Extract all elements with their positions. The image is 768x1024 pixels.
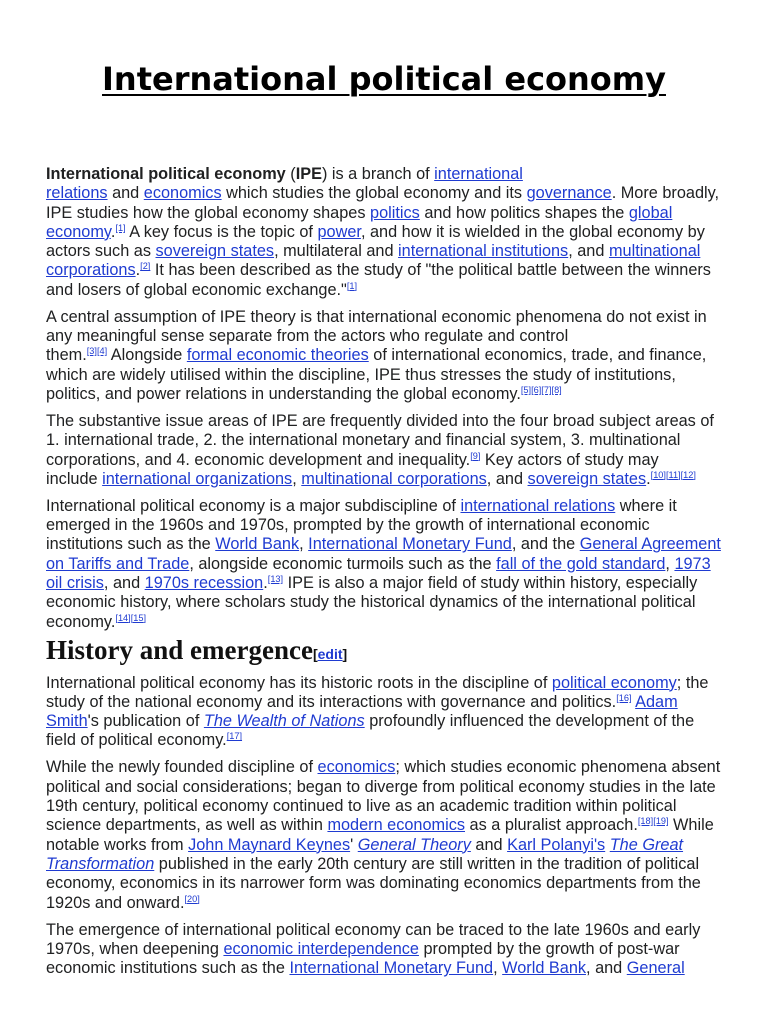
- text-run: 1920s and onward.: [46, 893, 185, 912]
- text-run: 1. international trade, 2. the international monetary and financial system, 3. multinational: [46, 431, 681, 450]
- text-line: [46, 412, 762, 431]
- article-link[interactable]: governance: [526, 184, 612, 203]
- text-line: [46, 516, 762, 535]
- text-run: prompted by the growth of post-war: [418, 939, 680, 958]
- text-line: [46, 758, 762, 777]
- article-link[interactable]: multinational: [608, 242, 701, 261]
- citation-link[interactable]: [4]: [96, 346, 108, 357]
- text-run: .: [135, 261, 141, 280]
- text-run: corporations, and 4. economic development and inequality.: [46, 450, 471, 469]
- article-link[interactable]: international: [434, 165, 523, 183]
- text-line: [46, 874, 762, 893]
- text-line: [46, 731, 762, 750]
- article-link[interactable]: General Theory: [357, 835, 471, 854]
- edit-section-control: [313, 646, 347, 662]
- article-link[interactable]: General: [626, 959, 685, 978]
- citation-link[interactable]: [2]: [140, 261, 151, 272]
- text-run: ) is a branch of: [321, 165, 435, 183]
- citation-link[interactable]: [17]: [226, 731, 243, 742]
- text-line: [46, 346, 762, 365]
- text-line: [46, 261, 762, 280]
- paragraph: [46, 308, 762, 404]
- text-run: economy.: [46, 612, 116, 631]
- text-run: International political economy has its historic roots in the discipline of: [46, 673, 552, 692]
- article-link[interactable]: sovereign states: [527, 469, 647, 488]
- edit-link[interactable]: edit: [317, 645, 343, 662]
- citation-link[interactable]: [6]: [531, 384, 542, 395]
- paragraph: [46, 497, 762, 632]
- citation-link[interactable]: [7]: [541, 384, 552, 395]
- text-run: International political economy is a major subdiscipline of: [46, 496, 461, 515]
- text-run: , and: [486, 469, 528, 488]
- section-heading-text: History and emergence: [46, 634, 313, 665]
- article-link[interactable]: World Bank: [502, 959, 587, 978]
- text-line: [46, 385, 762, 404]
- text-run: , and: [568, 242, 609, 261]
- text-line: [46, 497, 762, 516]
- article-link[interactable]: 1970s recession: [144, 574, 264, 592]
- text-run: and: [107, 184, 144, 203]
- article-link[interactable]: International Monetary Fund: [308, 535, 512, 554]
- text-line: [46, 593, 762, 612]
- citation-link[interactable]: [13]: [267, 574, 284, 584]
- text-run: , and the: [511, 535, 580, 554]
- text-line: [46, 555, 762, 574]
- text-run: which are widely utilised within the discipline, IPE thus stresses the study of institutions,: [46, 365, 676, 384]
- article-link[interactable]: Smith: [46, 712, 88, 731]
- citation-link[interactable]: [19]: [653, 816, 669, 827]
- text-line: [46, 281, 762, 300]
- text-line: [46, 959, 762, 978]
- text-line: [46, 940, 762, 959]
- text-line: [46, 470, 762, 489]
- text-run: economic institutions such as the: [46, 959, 290, 978]
- article-link[interactable]: international relations: [460, 496, 616, 515]
- citation-link[interactable]: [11]: [665, 469, 681, 480]
- bold-text: International political economy: [46, 165, 286, 183]
- text-run: , and how it is wielded in the global economy by: [360, 222, 705, 241]
- text-run: notable works from: [46, 835, 189, 854]
- article-link[interactable]: fall of the gold standard: [496, 554, 666, 573]
- article-link[interactable]: International Monetary Fund: [289, 959, 494, 978]
- text-run: 1970s, when deepening: [46, 939, 224, 958]
- citation-link[interactable]: [1]: [115, 222, 126, 233]
- article-link[interactable]: John Maynard Keynes: [188, 835, 351, 854]
- page-title: International political economy: [102, 60, 666, 98]
- text-run: Alongside: [107, 346, 187, 365]
- text-run: ,: [493, 959, 503, 978]
- text-run: 's publication of: [87, 712, 204, 731]
- bold-text: IPE: [295, 165, 322, 183]
- article-link[interactable]: The Great: [609, 835, 684, 854]
- text-line: [46, 451, 762, 470]
- text-run: .: [263, 574, 268, 592]
- text-run: The emergence of international political economy can be traced to the late 1960s and early: [46, 920, 701, 939]
- article-link[interactable]: economic interdependence: [223, 939, 419, 958]
- text-line: [46, 223, 762, 242]
- article-link[interactable]: 1973: [674, 554, 711, 573]
- paragraph: [46, 758, 762, 912]
- text-line: [46, 712, 762, 731]
- article-link[interactable]: international organizations: [102, 469, 293, 488]
- text-run: Key actors of study may: [480, 450, 659, 469]
- article-link[interactable]: oil crisis: [46, 574, 104, 592]
- section-heading: [46, 636, 762, 668]
- text-run: ,: [292, 469, 302, 488]
- citation-link[interactable]: [15]: [130, 612, 147, 623]
- article-link[interactable]: global: [628, 203, 673, 222]
- text-line: [46, 797, 762, 816]
- article-body: [46, 165, 762, 986]
- text-run: ]: [342, 645, 348, 662]
- text-run: field of political economy.: [46, 731, 227, 750]
- text-run: science departments, as well as within: [46, 816, 328, 835]
- article-link[interactable]: World Bank: [215, 535, 300, 554]
- text-run: A central assumption of IPE theory is that international economic phenomena do not exist in: [46, 307, 707, 326]
- text-run: . More broadly,: [611, 184, 720, 203]
- text-run: institutions such as the: [46, 535, 216, 554]
- paragraph: [46, 674, 762, 751]
- text-run: ; the: [676, 673, 709, 692]
- text-run: ,: [665, 554, 675, 573]
- text-run: (: [285, 165, 296, 183]
- article-link[interactable]: politics: [370, 203, 420, 222]
- text-line: [46, 836, 762, 855]
- citation-link[interactable]: [16]: [616, 692, 632, 703]
- text-run: as a pluralist approach.: [465, 816, 638, 835]
- citation-link[interactable]: [8]: [551, 384, 562, 395]
- article-link[interactable]: international institutions: [398, 242, 569, 261]
- text-run: political and social considerations; began to diverge from political economy studies in the late: [46, 777, 716, 796]
- text-run: , alongside economic turmoils such as the: [189, 554, 497, 573]
- paragraph: [46, 921, 762, 979]
- text-run: .: [646, 469, 651, 488]
- text-line: [46, 308, 762, 327]
- article-link[interactable]: sovereign states: [155, 242, 275, 261]
- text-run: and how politics shapes the: [419, 203, 629, 222]
- text-run: and: [470, 835, 508, 854]
- citation-link[interactable]: [5]: [520, 384, 532, 395]
- text-run: economy, economics in its narrower form was dominating economics departments from the: [46, 874, 701, 893]
- text-run: A key focus is the topic of: [125, 222, 318, 241]
- article-link[interactable]: formal economic theories: [186, 346, 369, 365]
- text-run: .: [110, 222, 116, 241]
- text-line: [46, 431, 762, 450]
- text-run: , multilateral and: [274, 242, 399, 261]
- citation-link[interactable]: [20]: [184, 893, 200, 904]
- text-line: [46, 816, 762, 835]
- text-line: [46, 165, 762, 184]
- text-run: , and: [103, 574, 145, 592]
- paragraph: [46, 412, 762, 489]
- article-link[interactable]: relations: [46, 184, 108, 203]
- article-link[interactable]: Adam: [635, 692, 678, 711]
- article-link[interactable]: economics: [317, 758, 396, 777]
- text-run: [: [312, 645, 318, 662]
- citation-link[interactable]: [3]: [86, 346, 97, 357]
- article-link[interactable]: Transformation: [46, 854, 155, 873]
- text-run: The substantive issue areas of IPE are frequently divided into the four broad subject areas of: [46, 411, 714, 430]
- text-line: [46, 327, 762, 346]
- text-run: , and: [586, 959, 627, 978]
- text-run: ; which studies economic phenomena absent: [395, 758, 721, 777]
- text-run: ,: [299, 535, 309, 554]
- text-line: [46, 535, 762, 554]
- article-link[interactable]: General Agreement: [579, 535, 721, 554]
- text-line: [46, 693, 762, 712]
- article-link[interactable]: political economy: [551, 673, 677, 692]
- text-line: [46, 204, 762, 223]
- article-link[interactable]: modern economics: [327, 816, 465, 835]
- text-run: and losers of global economic exchange.": [46, 280, 347, 299]
- text-run: which studies the global economy and its: [221, 184, 527, 203]
- text-run: actors such as: [46, 242, 156, 261]
- text-run: politics, and power relations in understanding the global economy.: [46, 384, 521, 403]
- text-run: economic history, where scholars study the historical dynamics of the international political: [46, 593, 696, 612]
- text-line: [46, 613, 762, 632]
- text-line: [46, 184, 762, 203]
- article-link[interactable]: on Tariffs and Trade: [46, 554, 190, 573]
- article-link[interactable]: economics: [143, 184, 222, 203]
- citation-link[interactable]: [1]: [346, 280, 358, 291]
- text-run: where it: [615, 496, 677, 515]
- text-run: study of the national economy and its interactions with governance and politics.: [46, 692, 617, 711]
- text-run: IPE studies how the global economy shapes: [46, 203, 371, 222]
- article-link[interactable]: corporations: [46, 261, 136, 280]
- article-link[interactable]: The Wealth of Nations: [203, 712, 365, 731]
- citation-link[interactable]: [10]: [650, 469, 666, 480]
- paragraph: [46, 165, 762, 300]
- text-line: [46, 674, 762, 693]
- citation-link[interactable]: [18]: [637, 816, 654, 827]
- text-run: 19th century, political economy continued to live as an academic tradition within political: [46, 797, 677, 816]
- article-link[interactable]: Karl Polanyi's: [507, 835, 606, 854]
- text-run: published in the early 20th century are still written in the tradition of political: [154, 854, 700, 873]
- text-run: IPE is also a major field of study within history, especially: [283, 574, 698, 592]
- text-run: While: [668, 816, 714, 835]
- article-link[interactable]: multinational corporations: [301, 469, 487, 488]
- text-run: any meaningful sense separate from the actors who regulate and control: [46, 327, 569, 346]
- text-line: [46, 778, 762, 797]
- text-run: profoundly influenced the development of the: [364, 712, 695, 731]
- text-line: [46, 894, 762, 913]
- text-run: It has been described as the study of "the political battle between the winners: [150, 261, 711, 280]
- text-line: [46, 366, 762, 385]
- text-run: them.: [46, 346, 87, 365]
- text-run: include: [46, 469, 103, 488]
- text-line: [46, 574, 762, 593]
- citation-link[interactable]: [9]: [470, 450, 481, 461]
- text-line: [46, 921, 762, 940]
- text-run: While the newly founded discipline of: [46, 758, 318, 777]
- citation-link[interactable]: [12]: [680, 469, 696, 480]
- article-link[interactable]: economy: [46, 222, 111, 241]
- article-link[interactable]: power: [317, 222, 361, 241]
- text-line: [46, 242, 762, 261]
- text-line: [46, 855, 762, 874]
- text-run: emerged in the 1960s and 1970s, prompted by the growth of international economic: [46, 516, 650, 535]
- text-run: ': [350, 835, 358, 854]
- text-run: of international economics, trade, and finance,: [368, 346, 707, 365]
- citation-link[interactable]: [14]: [115, 612, 131, 623]
